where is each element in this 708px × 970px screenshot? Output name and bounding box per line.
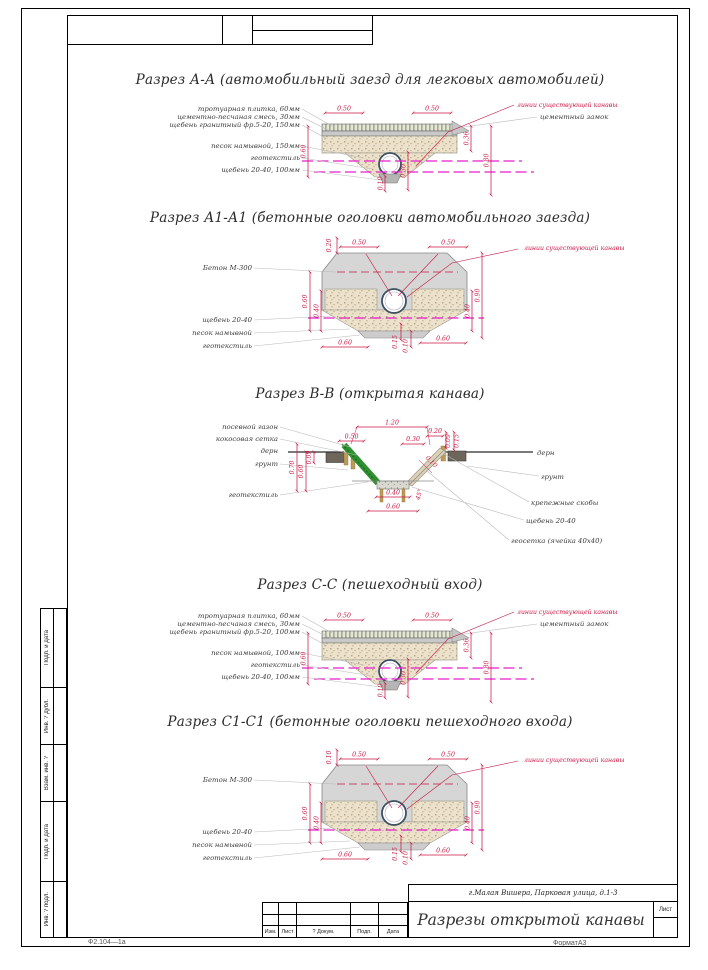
- angle-label: 45°: [414, 488, 425, 501]
- dim-label: 0.10: [402, 851, 410, 865]
- material-label: грунт: [541, 473, 564, 481]
- material-label: дерн: [260, 447, 278, 455]
- format-label: ФорматА3: [553, 940, 587, 947]
- dim-label: 0.60: [300, 651, 308, 666]
- dim-label: 0.36: [463, 131, 471, 146]
- aa-layers: [322, 121, 469, 183]
- section-cc-title: Разрез С-С (пешеходный вход): [257, 577, 483, 593]
- material-label: тротуарная плитка, 60мм: [197, 612, 300, 620]
- material-label: посевной газон: [222, 423, 278, 431]
- dim-label: 0.50: [337, 105, 351, 113]
- rev-header: Лист: [279, 926, 297, 937]
- dim-label: 0.20: [326, 238, 333, 253]
- top-stamp-table: [67, 15, 373, 45]
- dim-label: 0.40: [464, 816, 472, 830]
- project-address: г.Малая Вишера, Парковая улица, д.1-3: [409, 885, 677, 902]
- side-stamp-label: Инв. ? дубл.: [44, 698, 50, 734]
- material-label: щебень 20-40: [202, 316, 252, 324]
- side-stamp-column: [40, 608, 67, 938]
- section-a1-title: Разрез А1-А1 (бетонные оголовки автомобильного заезда): [149, 210, 591, 226]
- material-label: щебень 20-40, 100мм: [221, 166, 300, 174]
- dim-label: 0.10: [377, 683, 385, 698]
- top-stamp-cell: [223, 15, 253, 45]
- material-label: щебень 20-40, 100мм: [221, 673, 300, 681]
- rev-header: ? Докум.: [297, 926, 351, 937]
- dim-label: 0.10: [423, 454, 439, 470]
- gravel-bottom: [377, 481, 409, 489]
- dim-label: 0.80: [483, 660, 491, 675]
- dim-label: 0.40: [313, 816, 321, 830]
- dim-label: 0.60: [436, 335, 450, 343]
- dim-label: 0.90: [474, 800, 482, 815]
- section-bb-drawing: [75, 410, 665, 550]
- a1-shapes: [322, 253, 467, 338]
- title-block: [408, 884, 678, 938]
- sheet-number-cell: [654, 918, 677, 937]
- material-label: геотекстиль: [228, 491, 278, 499]
- section-a1-drawing: [75, 235, 665, 360]
- side-stamp-box: [40, 688, 67, 745]
- dim-label: 0.60: [302, 806, 309, 821]
- material-label: тротуарная плитка, 60мм: [197, 105, 300, 113]
- material-label: дерн: [537, 449, 555, 457]
- rev-header: Дата: [386, 928, 400, 935]
- dim-label: 0.09: [445, 434, 452, 448]
- material-label: песок намывной, 100мм: [211, 649, 300, 657]
- form-code: Ф2.104—1а: [88, 939, 126, 946]
- bb-dims: [289, 420, 461, 512]
- existing-ditch-label: линии существующей канавы: [524, 757, 625, 764]
- material-label: песок намывной, 150мм: [211, 142, 300, 150]
- dim-label: 0.80: [483, 153, 491, 168]
- c1-shapes: [322, 765, 467, 850]
- side-stamp-label: Подп. и дата: [44, 630, 50, 666]
- material-label: песок намывной: [192, 329, 252, 337]
- side-stamp-box: [40, 802, 67, 882]
- sheet-label: Лист: [654, 902, 677, 918]
- dim-label: 0.60: [338, 339, 352, 347]
- material-label: геотекстиль: [202, 854, 252, 862]
- pipe: [382, 801, 406, 825]
- dim-label: 0.40: [386, 489, 400, 497]
- material-label: геотекстиль: [202, 342, 252, 350]
- material-label: крепежные скобы: [531, 499, 599, 507]
- material-label: геотекстиль: [250, 154, 300, 162]
- side-stamp-label: Подп. и дата: [44, 823, 50, 860]
- material-label: щебень гранитный фр.5-20, 100мм: [169, 628, 300, 636]
- dim-label: 1.20: [385, 419, 399, 427]
- existing-ditch-label: линии существующей канавы: [517, 102, 618, 109]
- material-label: цементно-песчаная смесь, 30мм: [177, 620, 300, 628]
- dim-label: 0.50: [344, 433, 359, 441]
- side-stamp-label: Инв. ? подл.: [44, 892, 50, 927]
- top-stamp-cell: [67, 15, 223, 45]
- revision-table: [262, 902, 408, 938]
- material-label: щебень 20-40: [202, 828, 252, 836]
- section-bb-title: Разрез В-В (открытая канава): [255, 386, 485, 402]
- dim-label: 0.60: [298, 464, 305, 479]
- material-label: Бетон М-300: [202, 264, 252, 272]
- dim-label: 0.70: [289, 460, 296, 475]
- section-aa-drawing: [75, 95, 665, 203]
- dim-label: 0.30: [400, 671, 408, 685]
- material-label: песок намывной: [192, 841, 252, 849]
- dim-label: 0.15: [453, 434, 461, 448]
- dim-label: 0.50: [352, 239, 366, 247]
- material-label: геосетка (ячейка 40x40): [511, 537, 603, 545]
- dim-label: 0.50: [352, 751, 366, 759]
- dim-label: 0.09: [306, 450, 313, 465]
- cc-layers: [322, 628, 469, 690]
- existing-ditch-label: линии существующей канавы: [524, 245, 625, 252]
- rev-header: Изм.: [263, 926, 279, 937]
- dim-label: 0.20: [428, 428, 442, 435]
- material-label: цементно-песчаная смесь, 30мм: [177, 113, 300, 121]
- section-cc-drawing: [75, 602, 665, 710]
- dim-label: 0.60: [386, 503, 400, 511]
- dim-label: 0.50: [441, 239, 455, 247]
- pipe: [382, 289, 406, 313]
- lawn-slope: [344, 445, 378, 483]
- side-stamp-label: Взам. инв. ?: [44, 755, 50, 791]
- dim-label: 0.50: [337, 612, 351, 620]
- material-label: грунт: [255, 460, 278, 468]
- turf-block: [448, 451, 466, 461]
- material-label: щебень гранитный фр.5-20, 150мм: [169, 121, 300, 129]
- material-label: Бетон М-300: [202, 776, 252, 784]
- material-label: кокосовая сетка: [215, 435, 278, 443]
- section-c1-title: Разрез С1-С1 (бетонные оголовки пешеходного входа): [167, 714, 573, 730]
- dim-label: 0.50: [441, 751, 455, 759]
- drawing-title: Разрезы открытой канавы: [409, 902, 654, 937]
- dim-label: 0.90: [474, 288, 482, 303]
- cement-lock-label: цементный замок: [540, 113, 609, 121]
- dim-label: 0.10: [377, 176, 385, 191]
- section-aa-title: Разрез А-А (автомобильный заезд для легковых автомобилей): [135, 72, 605, 88]
- dim-label: 0.15: [392, 847, 399, 861]
- turf-block: [326, 453, 344, 463]
- top-stamp-cell: [253, 15, 373, 45]
- dim-label: 0.50: [425, 105, 439, 113]
- dim-label: 0.60: [436, 847, 450, 855]
- dim-label: 0.40: [464, 304, 472, 318]
- material-label: щебень 20-40: [526, 517, 576, 525]
- side-stamp-box: [40, 882, 67, 938]
- dim-label: 0.50: [425, 612, 439, 620]
- dim-label: 0.10: [402, 339, 410, 353]
- dim-label: 0.30: [406, 436, 420, 443]
- cement-lock-label: цементный замок: [540, 620, 609, 628]
- dim-label: 0.60: [338, 851, 352, 859]
- section-c1-drawing: [75, 747, 665, 872]
- rev-header: Подп.: [351, 926, 379, 937]
- side-stamp-box: [40, 745, 67, 802]
- dim-label: 0.60: [302, 294, 309, 309]
- dim-label: 0.30: [400, 164, 408, 178]
- dim-label: 0.15: [392, 335, 399, 349]
- existing-ditch-label: линии существующей канавы: [517, 609, 618, 616]
- dim-label: 0.36: [463, 638, 471, 653]
- dim-label: 0.60: [300, 144, 308, 159]
- dim-label: 0.40: [313, 304, 321, 318]
- dim-label: 0.10: [326, 750, 333, 765]
- material-label: геотекстиль: [250, 661, 300, 669]
- side-stamp-box: [40, 608, 67, 688]
- bb-shapes: [288, 444, 533, 502]
